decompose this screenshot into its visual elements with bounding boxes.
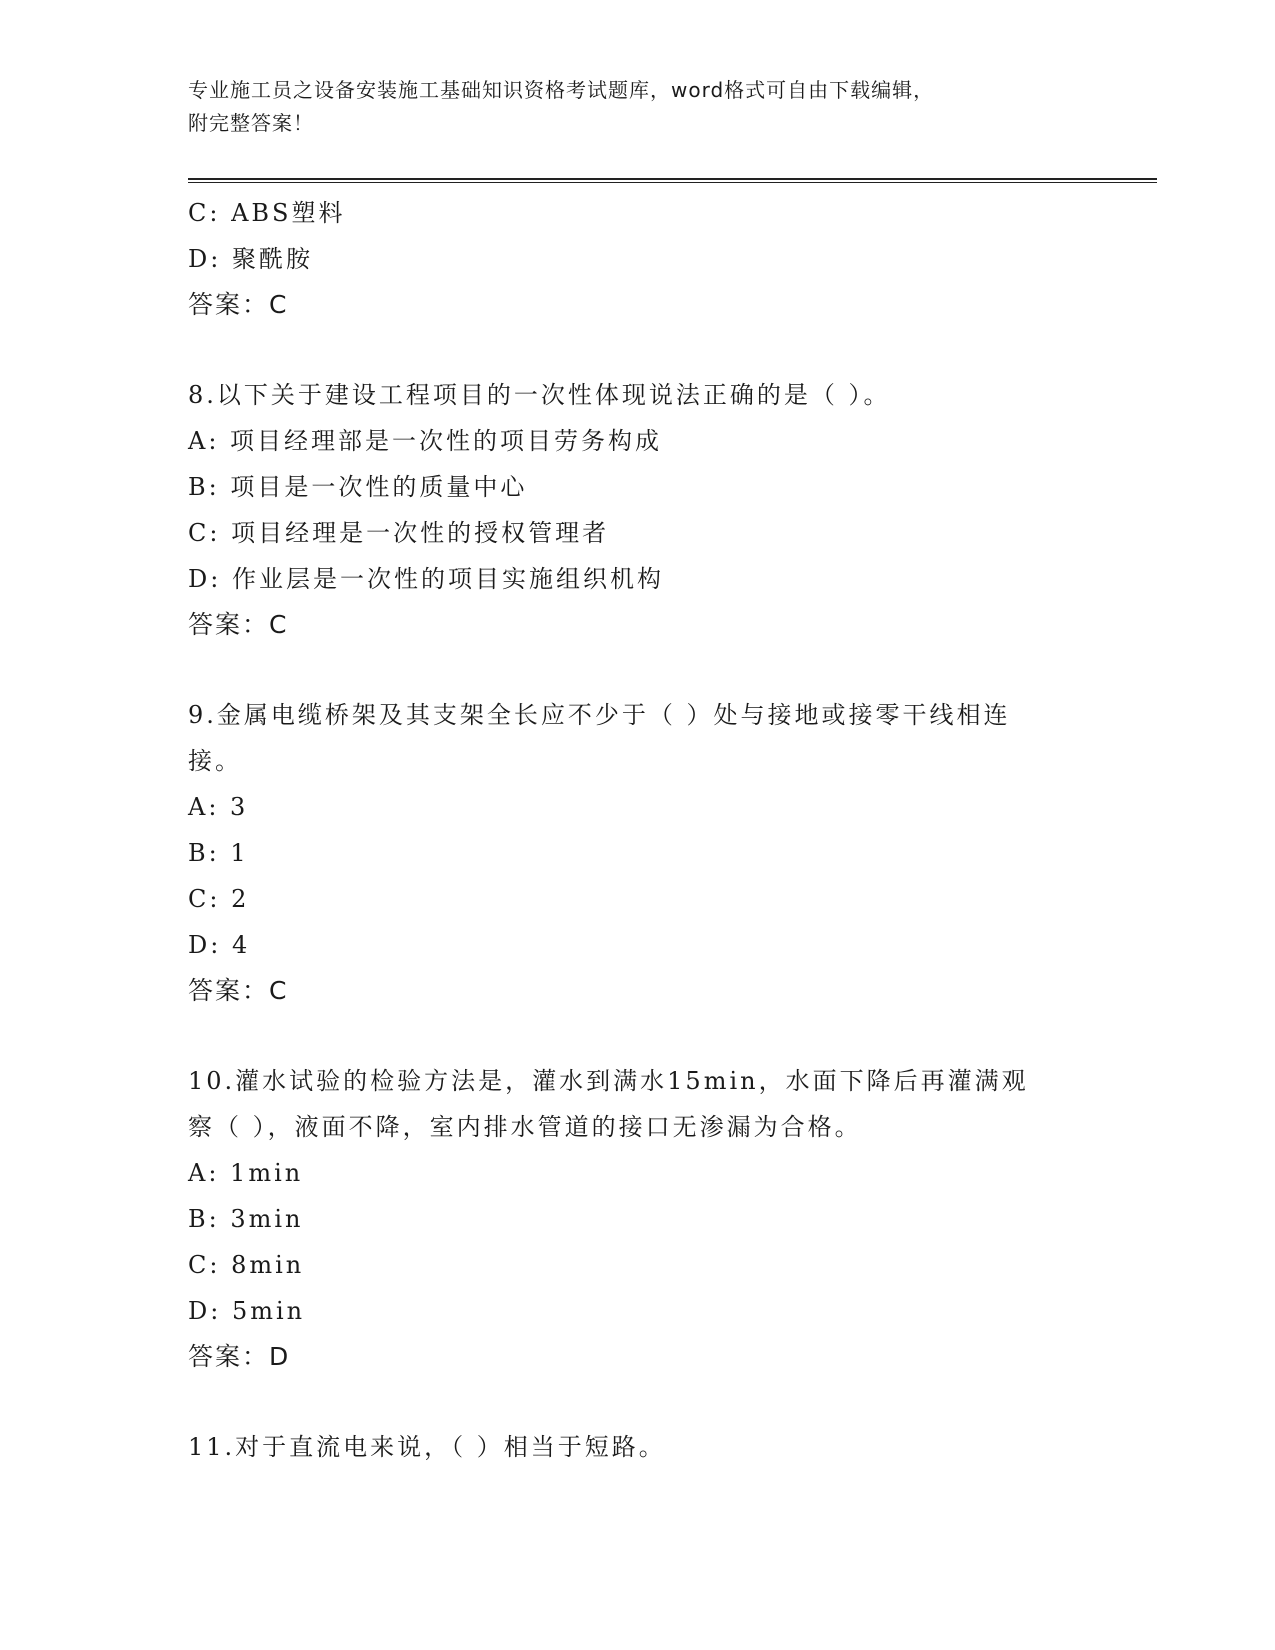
question-stem-line-1: 9.金属电缆桥架及其支架全长应不少于（ ）处与接地或接零干线相连 (188, 701, 1011, 729)
option-a: A: 3 (188, 793, 249, 821)
option-b: B: 1 (188, 839, 249, 867)
option-c: C: 项目经理是一次性的授权管理者 (188, 519, 610, 547)
answer-label: 答案：D (188, 1342, 291, 1371)
option-a: A: 1min (188, 1159, 304, 1187)
question-9 (188, 692, 1088, 1014)
option-b: B: 项目是一次性的质量中心 (188, 473, 528, 501)
answer-label: 答案：C (188, 976, 289, 1005)
option-b: B: 3min (188, 1205, 304, 1233)
header-title-line-1: 专业施工员之设备安装施工基础知识资格考试题库，word格式可自由下载编辑， (188, 78, 935, 102)
option-c: C: 2 (188, 885, 250, 913)
question-11 (188, 1424, 1088, 1470)
question-8 (188, 372, 1088, 648)
question-stem-line-1: 10.灌水试验的检验方法是，灌水到满水15min，水面下降后再灌满观 (188, 1067, 1029, 1095)
option-d: D: 聚酰胺 (188, 245, 313, 273)
option-d: D: 作业层是一次性的项目实施组织机构 (188, 565, 664, 593)
answer-label: 答案：C (188, 290, 289, 319)
header-divider (188, 178, 1157, 183)
option-a: A: 项目经理部是一次性的项目劳务构成 (188, 427, 663, 455)
question-stem-line-2: 接。 (188, 747, 242, 775)
header-title-line-2: 附完整答案！ (188, 111, 314, 135)
page-header (188, 74, 1088, 140)
question-10 (188, 1058, 1088, 1380)
prev-question (188, 190, 1088, 328)
question-content (188, 190, 1088, 1470)
option-c: C: 8min (188, 1251, 305, 1279)
answer-label: 答案：C (188, 610, 289, 639)
question-stem: 11.对于直流电来说，（ ）相当于短路。 (188, 1433, 666, 1461)
option-d: D: 5min (188, 1297, 306, 1325)
option-c: C: ABS塑料 (188, 199, 346, 227)
question-stem: 8.以下关于建设工程项目的一次性体现说法正确的是（ ）。 (188, 381, 891, 409)
question-stem-line-2: 察（ ），液面不降，室内排水管道的接口无渗漏为合格。 (188, 1113, 862, 1141)
option-d: D: 4 (188, 931, 251, 959)
